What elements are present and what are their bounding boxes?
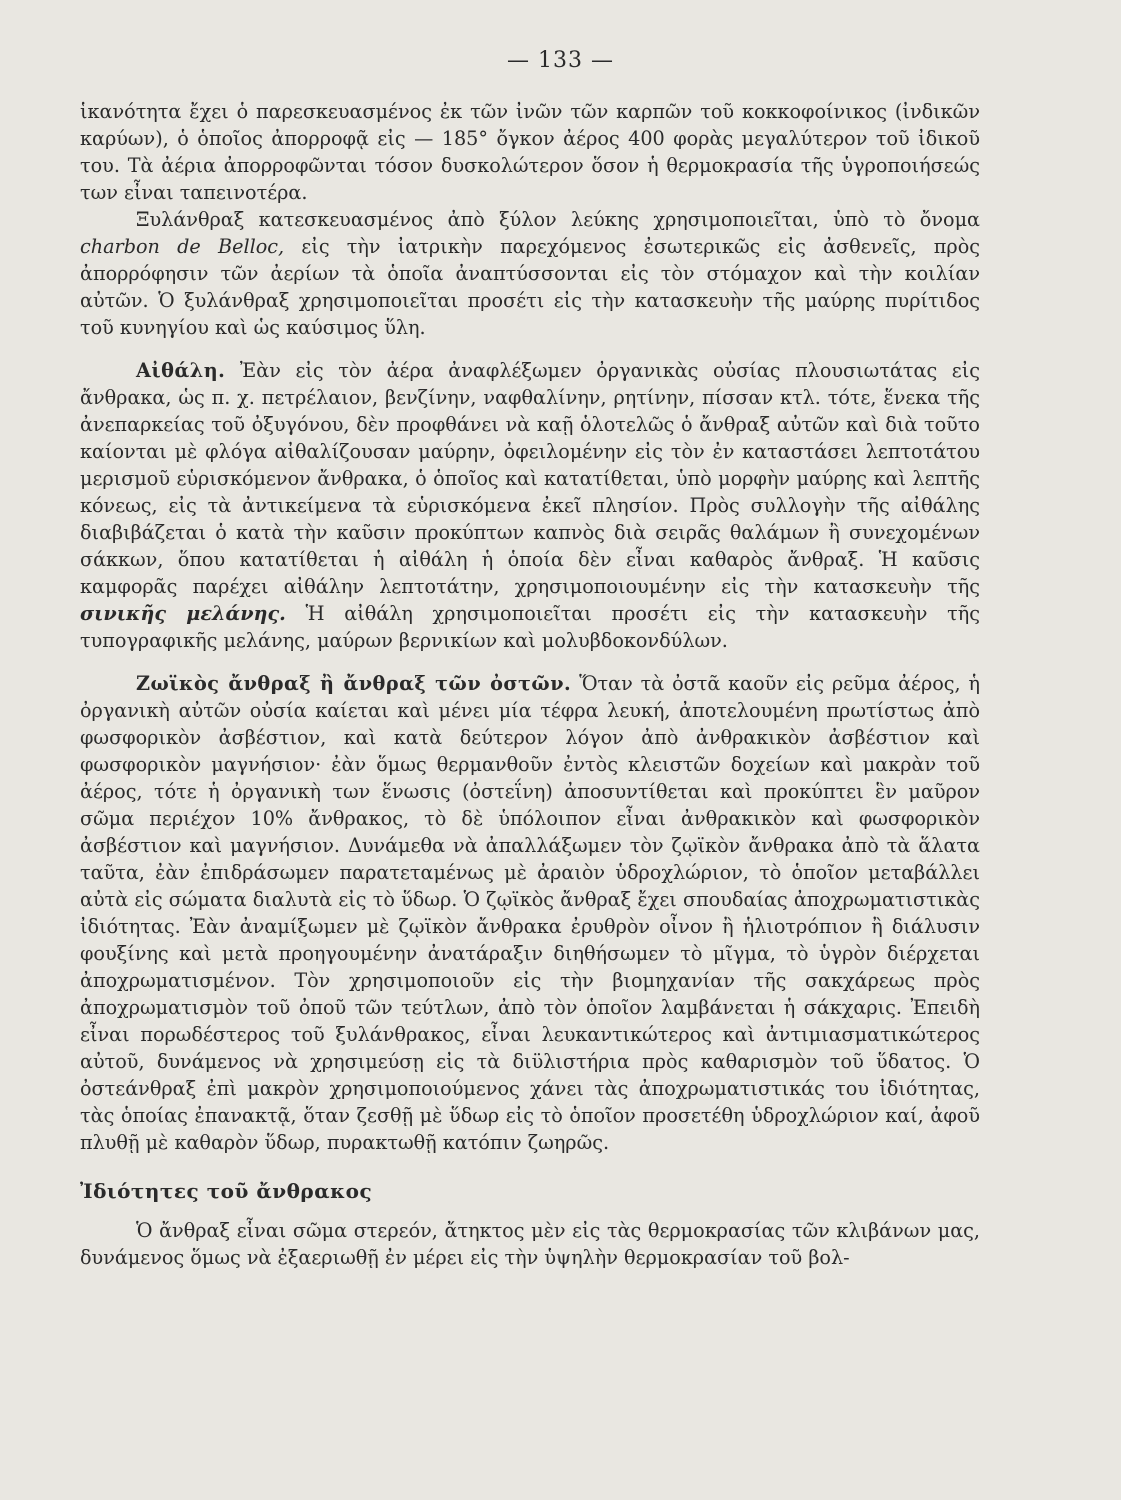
paragraph-2-rest: εἰς τὴν ἰατρικὴν παρεχόμενος ἐσωτερικῶς εἰς ἀσθενεῖς, πρὸς ἀπορρόφησιν τῶν ἀερίων τὰ ὁποῖα ἀναπτύσσονται εἰς τὸν στόμαχον καὶ τὴν κοιλίαν αὐτῶν. Ὁ ξυλάνθραξ χρησιμοποιεῖται προσέτι εἰς τὴν κατασκευὴν τῆς μαύρης πυρίτιδος τοῦ κυνηγίου καὶ ὡς καύσιμος ὕλη. (80, 235, 980, 339)
paragraph-1-text: ἱκανότητα ἔχει ὁ παρεσκευασμένος ἐκ τῶν ἰνῶν τῶν καρπῶν τοῦ κοκκοφοίνικος (ἰνδικῶν καρύων), ὁ ὁποῖος ἀπορροφᾷ εἰς — 185° ὄγκον ἀέρος 400 φορὰς μεγαλύτερον τοῦ ἰδικοῦ του. Τὰ ἀέρια ἀπορροφῶνται τόσον δυσκολώτερον ὅσον ἡ θερμοκρασία τῆς ὑγροποιήσεώς των εἶναι ταπεινοτέρα. (80, 100, 980, 204)
paragraph-4 (80, 670, 980, 1156)
siniki-melani-term: σινικῆς μελάνης. (80, 602, 286, 625)
zoikos-anthrax-heading: Ζωϊκὸς ἄνθραξ ἢ ἄνθραξ τῶν ὀστῶν. (136, 672, 572, 695)
charbon-de-belloc-term: charbon de Belloc, (80, 235, 285, 258)
page-number: — 133 — (507, 48, 614, 73)
paragraph-3-part1: Ἐὰν εἰς τὸν ἀέρα ἀναφλέξωμεν ὀργανικὰς οὐσίας πλουσιωτάτας εἰς ἄνθρακα, ὡς π. χ. πετρέλαιον, βενζίνην, ναφθαλίνην, ρητίνην, πίσσαν κτλ. τότε, ἕνεκα τῆς ἀνεπαρκείας τοῦ ὀξυγόνου, δὲν προφθάνει νὰ καῇ ὁλοτελῶς ὁ ἄνθραξ αὐτῶν καὶ διὰ τοῦτο καίονται μὲ φλόγα αἰθαλίζουσαν μαύρην, ὀφειλομένην εἰς τὸν ἐν καταστάσει λεπτοτάτου μερισμοῦ εὑρισκόμενον ἄνθρακα, ὁ ὁποῖος καὶ κατατίθεται, ὑπὸ μορφὴν μαύρης καὶ λεπτῆς κόνεως, εἰς τὰ ἀντικείμενα τὰ εὑρισκόμενα ἐκεῖ πλησίον. Πρὸς συλλογὴν τῆς αἰθάλης διαβιβάζεται ὁ κατὰ τὴν καῦσιν προκύπτων καπνὸς διὰ σειρᾶς θαλάμων ἢ συνεχομένων σάκκων, ὅπου κατατίθεται ἡ αἰθάλη ἡ ὁποία δὲν εἶναι καθαρὸς ἄνθραξ. Ἡ καῦσις καμφορᾶς παρέχει αἰθάλην λεπτοτάτην, χρησιμοποιουμένην εἰς τὴν κατασκευὴν τῆς (80, 359, 980, 598)
paragraph-3 (80, 357, 980, 654)
section-heading-idiotites: Ἰδιότητες τοῦ ἄνθρακος (80, 1179, 373, 1203)
paragraph-2-lead: Ξυλάνθραξ κατεσκευασμένος ἀπὸ ξύλον λεύκης χρησιμοποιεῖται, ὑπὸ τὸ ὄνομα (136, 208, 980, 231)
paragraph-2 (80, 206, 980, 341)
paragraph-3-part2: Ἡ αἰθάλη χρησιμοποιεῖται προσέτι εἰς τὴν κατασκευὴν τῆς τυπογραφικῆς μελάνης, μαύρων βερνικίων καὶ μολυβδοκονδύλων. (80, 602, 980, 652)
paragraph-1 (80, 98, 980, 206)
paragraph-4-text: Ὅταν τὰ ὀστᾶ καοῦν εἰς ρεῦμα ἀέρος, ἡ ὀργανικὴ αὐτῶν οὐσία καίεται καὶ μένει μία τέφρα λευκή, ἀποτελουμένη πρωτίστως ἀπὸ φωσφορικὸν ἀσβέστιον, καὶ κατὰ δεύτερον λόγον ἀπὸ ἀνθρακικὸν ἀσβέστιον καὶ φωσφορικὸν μαγνήσιον· ἐὰν ὅμως θερμανθοῦν ἐντὸς κλειστῶν δοχείων καὶ μακρὰν τοῦ ἀέρος, τότε ἡ ὀργανικὴ των ἕνωσις (ὀστεΐνη) ἀποσυντίθεται καὶ προκύπτει ἓν μαῦρον σῶμα περιέχον 10% ἄνθρακος, τὸ δὲ ὑπόλοιπον εἶναι ἀνθρακικὸν καὶ φωσφορικὸν ἀσβέστιον καὶ μαγνήσιον. Δυνάμεθα νὰ ἀπαλλάξωμεν τὸν ζῳϊκὸν ἄνθρακα ἀπὸ τὰ ἅλατα ταῦτα, ἐὰν ἐπιδράσωμεν παρατεταμένως μὲ ἀραιὸν ὑδροχλώριον, τὸ ὁποῖον μεταβάλλει αὐτὰ εἰς σώματα διαλυτὰ εἰς τὸ ὕδωρ. Ὁ ζῳϊκὸς ἄνθραξ ἔχει σπουδαίας ἀποχρωματιστικὰς ἰδιότητας. Ἐὰν ἀναμίξωμεν μὲ ζῳϊκὸν ἄνθρακα ἐρυθρὸν οἶνον ἢ ἡλιοτρόπιον ἢ διάλυσιν φουξίνης καὶ μετὰ προηγουμένην ἀνατάραξιν διηθήσωμεν τὸ μῖγμα, τὸ ὑγρὸν διέρχεται ἀποχρωματισμένον. Τὸν χρησιμοποιοῦν εἰς τὴν βιομηχανίαν τῆς σακχάρεως πρὸς ἀποχρωματισμὸν τοῦ ὀποῦ τῶν τεύτλων, ἀπὸ τὸν ὁποῖον λαμβάνεται ἡ σάκχαρις. Ἐπειδὴ εἶναι πορωδέστερος τοῦ ξυλάνθρακος, εἶναι λευκαντικώτερος καὶ ἀντιμιασματικώτερος αὐτοῦ, δυνάμενος νὰ χρησιμεύσῃ εἰς τὰ διϋλιστήρια πρὸς καθαρισμὸν τοῦ ὕδατος. Ὁ ὀστεάνθραξ ἐπὶ μακρὸν χρησιμοποιούμενος χάνει τὰς ἀποχρωματιστικάς του ἰδιότητας, τὰς ὁποίας ἐπανακτᾷ, ὅταν ζεσθῇ μὲ ὕδωρ εἰς τὸ ὁποῖον προσετέθη ὑδροχλώριον καί, ἀφοῦ πλυθῇ μὲ καθαρὸν ὕδωρ, πυρακτωθῇ κατόπιν ζωηρῶς. (80, 672, 980, 1154)
paragraph-5 (80, 1217, 980, 1271)
aithali-heading: Αἰθάλη. (136, 359, 226, 382)
paragraph-5-text: Ὁ ἄνθραξ εἶναι σῶμα στερεόν, ἄτηκτος μὲν εἰς τὰς θερμοκρασίας τῶν κλιβάνων μας, δυνάμενος ὅμως νὰ ἐξαεριωθῇ ἐν μέρει εἰς τὴν ὑψηλὴν θερμοκρασίαν τοῦ βολ- (80, 1219, 980, 1269)
page-body (80, 98, 980, 1271)
